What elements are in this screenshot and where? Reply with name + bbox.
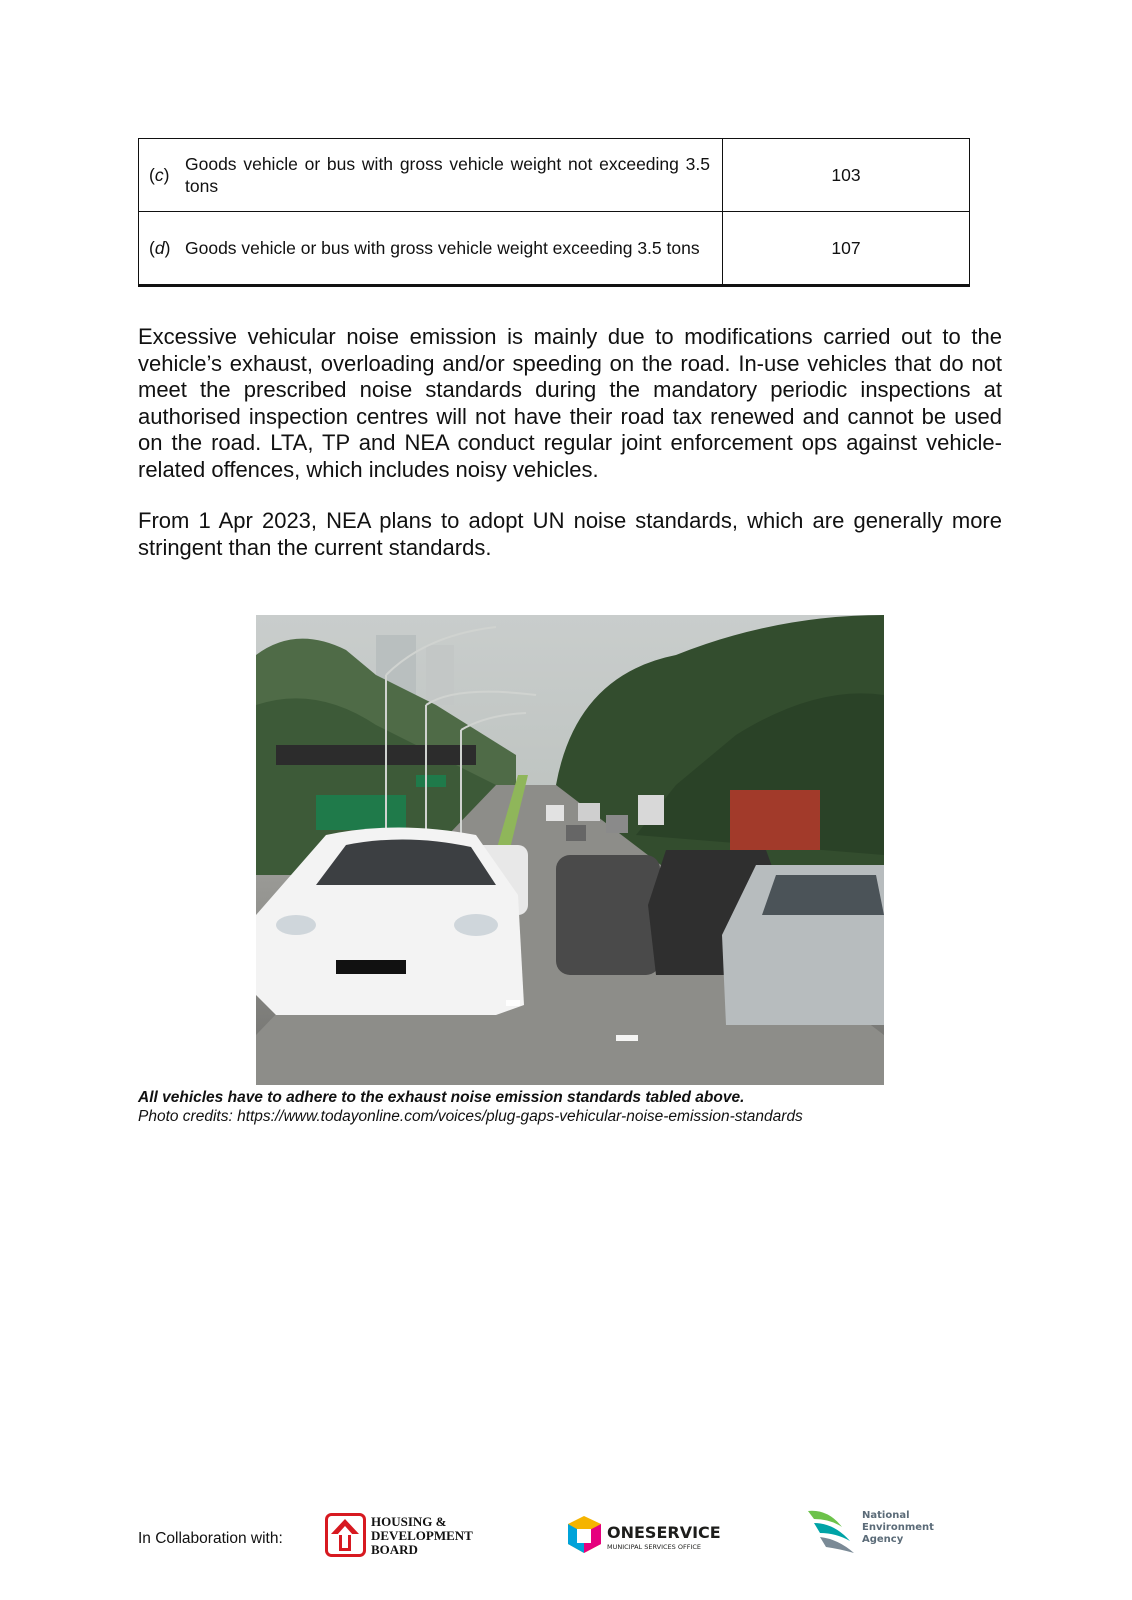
traffic-photo (256, 615, 884, 1085)
footer-label: In Collaboration with: (138, 1530, 283, 1547)
hdb-logo-line3: BOARD (371, 1542, 418, 1557)
caption-title: All vehicles have to adhere to the exhaust noise emission standards tabled above. (138, 1089, 745, 1106)
photo-credits: Photo credits: https://www.todayonline.com/voices/plug-gaps-vehicular-noise-emission-standards (138, 1108, 803, 1125)
table-cell-value: 107 (723, 212, 970, 286)
table-row (139, 212, 970, 286)
hdb-logo (325, 1513, 495, 1557)
hdb-logo-line1: HOUSING & (371, 1514, 447, 1529)
nea-line2: Environment (862, 1522, 934, 1533)
table-row (139, 139, 970, 212)
oneservice-name: ONESERVICE (607, 1523, 721, 1542)
oneservice-sub: MUNICIPAL SERVICES OFFICE (607, 1543, 701, 1551)
nea-logo (806, 1505, 936, 1557)
row-description: Goods vehicle or bus with gross vehicle weight exceeding 3.5 tons (185, 238, 700, 258)
row-letter: (c) (149, 164, 170, 185)
body-paragraph: Excessive vehicular noise emission is mainly due to modifications carried out to the vehicle’s exhaust, overloading and/or speeding on the road. In-use vehicles that do not meet the prescribed noise standards during the mandatory periodic inspections at authorised inspection centres will not have their road tax renewed and cannot be used on the road. LTA, TP and NEA conduct regular joint enforcement ops against vehicle-related offences, which includes noisy vehicles. (138, 324, 1002, 482)
row-description: Goods vehicle or bus with gross vehicle weight not exceeding 3.5 tons (185, 154, 710, 196)
oneservice-logo (565, 1516, 725, 1556)
hdb-logo-line2: DEVELOPMENT (371, 1528, 473, 1543)
nea-line3: Agency (862, 1534, 904, 1545)
row-letter: (d) (149, 237, 171, 258)
nea-line1: National (862, 1510, 910, 1521)
photo-caption (138, 1088, 803, 1126)
table-cell-value: 103 (723, 139, 970, 212)
table-cell-description (139, 139, 723, 212)
body-paragraph: From 1 Apr 2023, NEA plans to adopt UN noise standards, which are generally more stringent than the current standards. (138, 508, 1002, 560)
table-cell-description (139, 212, 723, 286)
noise-limits-table (138, 138, 970, 287)
